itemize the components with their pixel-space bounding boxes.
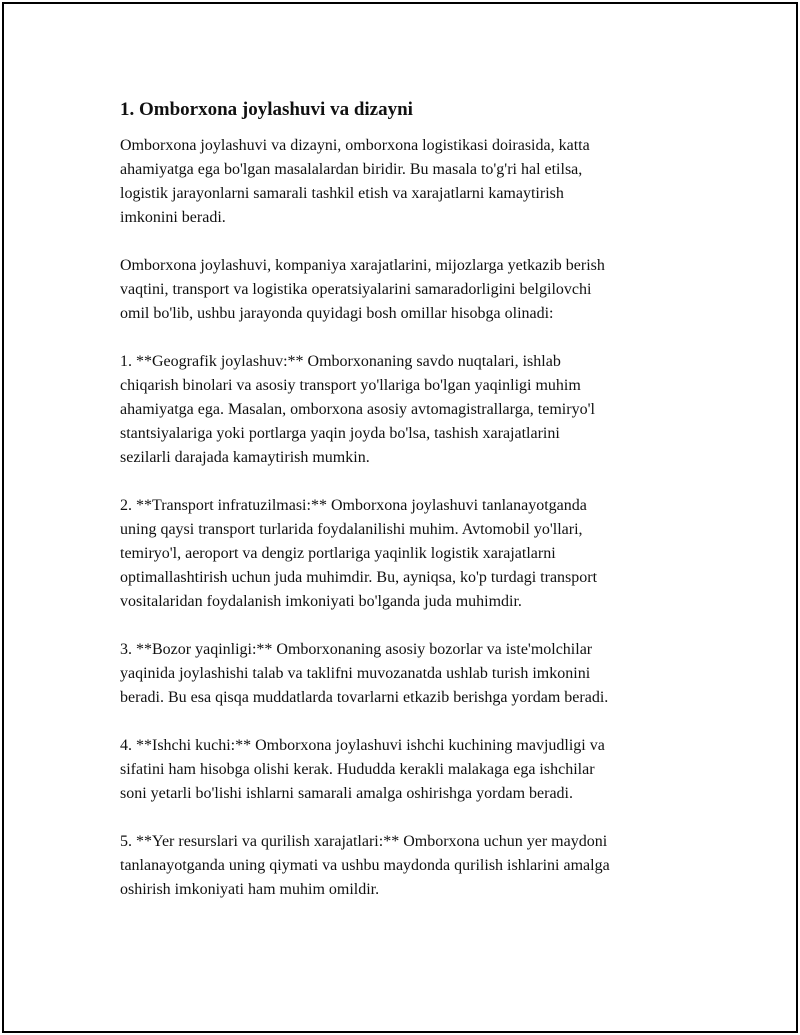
paragraph-line: ahamiyatga ega. Masalan, omborxona asosiy avtomagistrallarga, temiryo'l [120,401,595,418]
paragraph-line: beradi. Bu esa qisqa muddatlarda tovarlarni etkazib berishga yordam beradi. [120,689,609,706]
paragraph-line: tanlanayotganda uning qiymati va ushbu maydonda qurilish ishlarini amalga [120,857,610,874]
page-frame [2,2,798,1033]
paragraph-line: uning qaysi transport turlarida foydalanilishi muhim. Avtomobil yo'llari, [120,521,583,538]
paragraph [120,254,690,326]
paragraph-line: temiryo'l, aeroport va dengiz portlariga yaqinlik logistik xarajatlarni [120,545,556,562]
paragraph-line: 2. **Transport infratuzilmasi:** Omborxona joylashuvi tanlanayotganda [120,497,587,514]
paragraph-line: 5. **Yer resurslari va qurilish xarajatlari:** Omborxona uchun yer maydoni [120,833,608,850]
paragraph-line: logistik jarayonlarni samarali tashkil etish va xarajatlarni kamaytirish [120,185,564,202]
paragraph-line: Omborxona joylashuvi va dizayni, omborxona logistikasi doirasida, katta [120,137,590,154]
paragraph-line: 4. **Ishchi kuchi:** Omborxona joylashuvi ishchi kuchining mavjudligi va [120,737,605,754]
paragraph [120,734,690,806]
paragraph [120,134,690,230]
paragraph-line: soni yetarli bo'lishi ishlarni samarali amalga oshirishga yordam beradi. [120,785,573,802]
paragraph-line: optimallashtirish uchun juda muhimdir. Bu, ayniqsa, ko'p turdagi transport [120,569,598,586]
paragraph-line: imkonini beradi. [120,209,226,226]
paragraph [120,638,690,710]
paragraph-line: vositalaridan foydalanish imkoniyati bo'lganda juda muhimdir. [120,593,522,610]
paragraph-list [120,134,690,902]
paragraph [120,350,690,470]
paragraph-line: sezilarli darajada kamaytirish mumkin. [120,449,370,466]
paragraph-line: 1. **Geografik joylashuv:** Omborxonaning savdo nuqtalari, ishlab [120,353,561,370]
paragraph [120,494,690,614]
paragraph-line: Omborxona joylashuvi, kompaniya xarajatlarini, mijozlarga yetkazib berish [120,257,605,274]
paragraph-line: chiqarish binolari va asosiy transport yo'llariga bo'lgan yaqinligi muhim [120,377,581,394]
paragraph-line: vaqtini, transport va logistika operatsiyalarini samaradorligini belgilovchi [120,281,592,298]
paragraph-line: 3. **Bozor yaqinligi:** Omborxonaning asosiy bozorlar va iste'molchilar [120,641,593,658]
document-title: 1. Omborxona joylashuvi va dizayni [120,99,413,120]
paragraph-line: sifatini ham hisobga olishi kerak. Hududda kerakli malakaga ega ishchilar [120,761,595,778]
paragraph-line: yaqinida joylashishi talab va taklifni muvozanatda ushlab turish imkonini [120,665,591,682]
paragraph [120,830,690,902]
paragraph-line: ahamiyatga ega bo'lgan masalalardan biridir. Bu masala to'g'ri hal etilsa, [120,161,583,178]
document-body [120,98,690,926]
paragraph-line: stantsiyalariga yoki portlarga yaqin joyda bo'lsa, tashish xarajatlarini [120,425,560,442]
paragraph-line: oshirish imkoniyati ham muhim omildir. [120,881,380,898]
paragraph-line: omil bo'lib, ushbu jarayonda quyidagi bosh omillar hisobga olinadi: [120,305,554,322]
